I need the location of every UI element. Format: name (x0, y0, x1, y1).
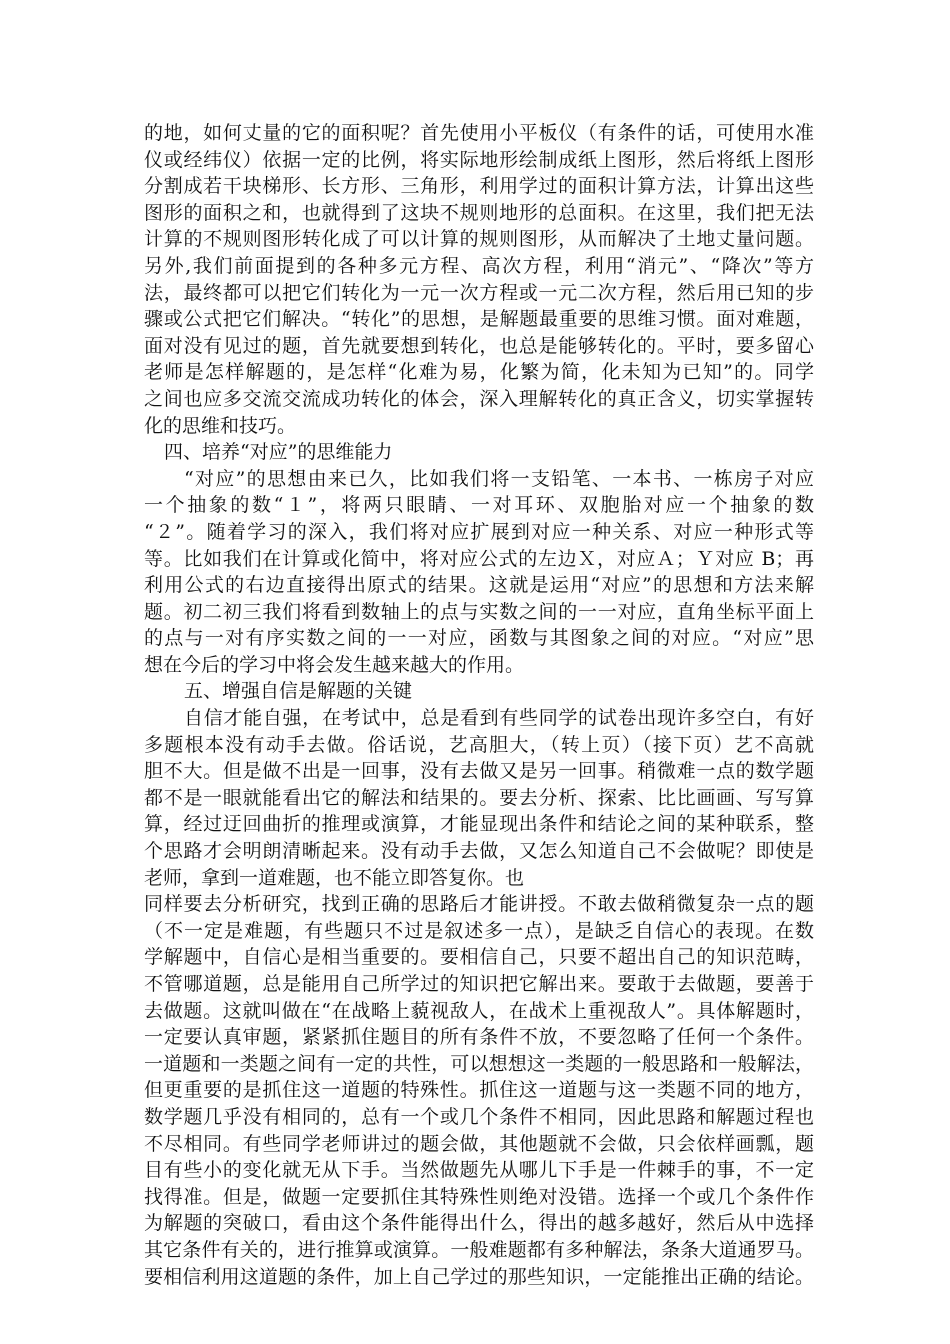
text-line: “２”。随着学习的深入，我们将对应扩展到对应一种关系、对应一种形式等 (144, 520, 814, 543)
text-line: 找得准。但是，做题一定要抓住其特殊性则绝对没错。选择一个或几个条件作 (144, 1185, 814, 1208)
text-line: 仪或经纬仪）依据一定的比例，将实际地形绘制成纸上图形，然后将纸上图形 (144, 148, 814, 171)
text-line: 算，经过迂回曲折的推理或演算，才能显现出条件和结论之间的某种联系，整 (144, 813, 814, 836)
text-line: 之间也应多交流交流成功转化的体会，深入理解转化的真正含义，切实掌握转 (144, 387, 814, 410)
text-line: 想在今后的学习中将会发生越来越大的作用。 (144, 653, 525, 676)
text-line: 另外,我们前面提到的各种多元方程、高次方程，利用“消元”、“降次”等方 (144, 254, 814, 277)
text-line: 数学题几乎没有相同的，总有一个或几个条件不相同，因此思路和解题过程也 (144, 1105, 814, 1128)
text-line: 图形的面积之和，也就得到了这块不规则地形的总面积。在这里，我们把无法 (144, 201, 814, 224)
text-line: （不一定是难题，有些题只不过是叙述多一点），是缺乏自信心的表现。在数 (144, 919, 814, 942)
text-line: 要相信利用这道题的条件，加上自己学过的那些知识，一定能推出正确的结论。 (144, 1265, 814, 1288)
text-line: 利用公式的右边直接得出原式的结果。这就是运用“对应”的思想和方法来解 (144, 574, 814, 597)
text-line: 同样要去分析研究，找到正确的思路后才能讲授。不敢去做稍微复杂一点的题 (144, 893, 814, 916)
text-line: 自信才能自强，在考试中，总是看到有些同学的试卷出现许多空白，有好 (184, 707, 814, 730)
text-line: 的地，如何丈量的它的面积呢？首先使用小平板仪（有条件的话，可使用水准 (144, 122, 814, 144)
text-line: 等。比如我们在计算或化简中，将对应公式的左边Ｘ，对应Ａ；Ｙ对应 B；再 (144, 547, 814, 570)
text-line: 题。初二初三我们将看到数轴上的点与实数之间的一一对应，直角坐标平面上 (144, 600, 814, 623)
text-line: 法，最终都可以把它们转化为一元一次方程或一元二次方程，然后用已知的步 (144, 281, 814, 304)
text-line: 个思路才会明朗清晰起来。没有动手去做，又怎么知道自己不会做呢？即使是 (144, 840, 814, 863)
text-line: 其它条件有关的，进行推算或演算。一般难题都有多种解法，条条大道通罗马。 (144, 1238, 814, 1261)
section-heading: 五、增强自信是解题的关键 (184, 680, 413, 703)
text-line: 目有些小的变化就无从下手。当然做题先从哪儿下手是一件棘手的事，不一定 (144, 1159, 814, 1182)
text-line: 多题根本没有动手去做。俗话说，艺高胆大，（转上页）（接下页）艺不高就 (144, 733, 814, 756)
text-line: 面对没有见过的题，首先就要想到转化，也总是能够转化的。平时，要多留心 (144, 334, 814, 357)
text-line: 学解题中，自信心是相当重要的。要相信自己，只要不超出自己的知识范畴， (144, 946, 814, 969)
text-line: 但更重要的是抓住这一道题的特殊性。抓住这一道题与这一类题不同的地方， (144, 1079, 814, 1102)
text-line: 一定要认真审题，紧紧抓住题目的所有条件不放，不要忽略了任何一个条件。 (144, 1026, 814, 1049)
text-line: 一道题和一类题之间有一定的共性，可以想想这一类题的一般思路和一般解法， (144, 1052, 814, 1075)
text-line: 分割成若干块梯形、长方形、三角形，利用学过的面积计算方法，计算出这些 (144, 175, 814, 198)
text-line: 都不是一眼就能看出它的解法和结果的。要去分析、探索、比比画画、写写算 (144, 786, 814, 809)
text-line: 去做题。这就叫做在“在战略上藐视敌人，在战术上重视敌人”。具体解题时， (144, 999, 814, 1022)
text-line: 的点与一对有序实数之间的一一对应，函数与其图象之间的对应。“对应”思 (144, 627, 814, 650)
text-line: 化的思维和技巧。 (144, 414, 297, 437)
text-line: 骤或公式把它们解决。“转化”的思想，是解题最重要的思维习惯。面对难题， (144, 308, 814, 331)
document-body (144, 120, 814, 1290)
text-line: “对应”的思想由来已久，比如我们将一支铅笔、一本书、一栋房子对应 (184, 467, 814, 490)
section-heading: 四、培养“对应”的思维能力 (164, 441, 393, 464)
text-line: 胆不大。但是做不出是一回事，没有去做又是另一回事。稍微难一点的数学题 (144, 760, 814, 783)
text-line: 一个抽象的数“１”，将两只眼睛、一对耳环、双胞胎对应一个抽象的数 (144, 494, 814, 517)
text-line: 为解题的突破口，看由这个条件能得出什么，得出的越多越好，然后从中选择 (144, 1212, 814, 1235)
text-line: 不管哪道题，总是能用自己所学过的知识把它解出来。要敢于去做题，要善于 (144, 973, 814, 995)
text-line: 计算的不规则图形转化成了可以计算的规则图形，从而解决了土地丈量问题。 (144, 228, 814, 251)
text-line: 老师是怎样解题的，是怎样“化难为易，化繁为简，化未知为已知”的。同学 (144, 361, 814, 384)
text-line: 老师，拿到一道难题，也不能立即答复你。也 (144, 866, 525, 889)
text-line: 不尽相同。有些同学老师讲过的题会做，其他题就不会做，只会依样画瓢，题 (144, 1132, 814, 1155)
